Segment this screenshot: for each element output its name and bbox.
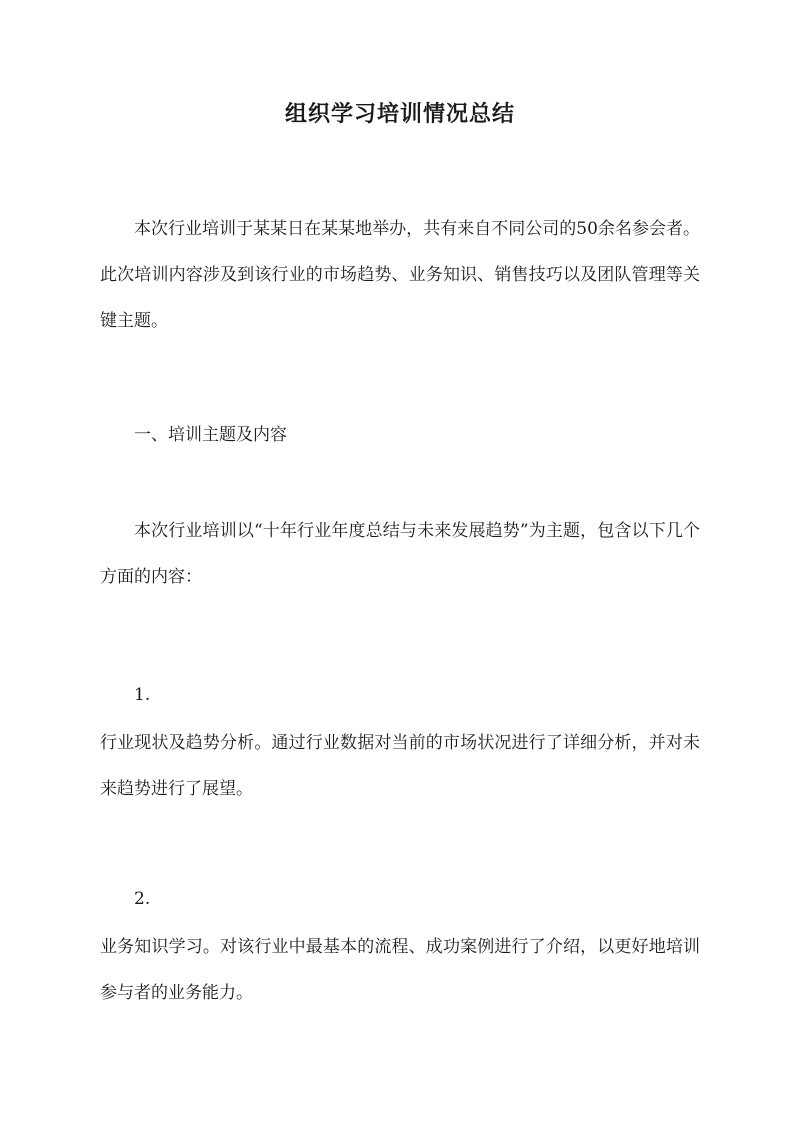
section-heading: 一、培训主题及内容: [134, 425, 287, 445]
list-item-text: 行业现状及趋势分析。通过行业数据对当前的市场状况进行了详细分析，并对未来趋势进行了展望。: [100, 733, 700, 799]
intro-paragraph: 本次行业培训于某某日在某某地举办，共有来自不同公司的50余名参会者。此次培训内容涉及到该行业的市场趋势、业务知识、销售技巧以及团队管理等关键主题。: [100, 219, 700, 331]
section-paragraph: 本次行业培训以“十年行业年度总结与未来发展趋势”为主题，包含以下几个方面的内容：: [100, 521, 700, 587]
list-item-text: 业务知识学习。对该行业中最基本的流程、成功案例进行了介绍，以更好地培训参与者的业务能力。: [100, 937, 700, 1003]
list-item-number: 1.: [134, 685, 151, 705]
list-item-number: 2.: [134, 889, 151, 909]
document-title: 组织学习培训情况总结: [284, 101, 515, 127]
